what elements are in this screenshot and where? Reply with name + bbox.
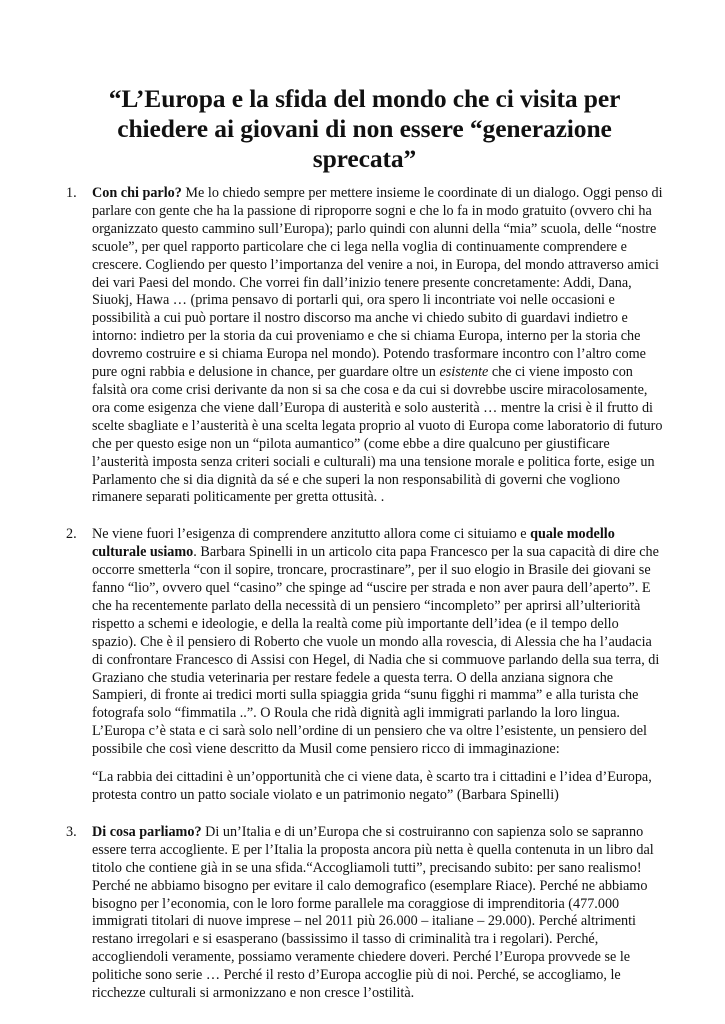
item-body xyxy=(92,824,663,1003)
item-heading: Con chi parlo? xyxy=(92,185,182,201)
item-heading: Di cosa parliamo? xyxy=(92,823,202,840)
paragraph-text: Di un’Italia e di un’Europa che si costruiranno con sapienza solo se sapranno essere terra accogliente. E per l’Italia la proposta ancora più netta è quella contenuta in un libro dal titolo che contiene già in se una sfida.“Accogliamoli tutti”, precisando subito: per sano realismo! Perché ne abbiamo bisogno per evitare il calo demografico (esemplare Riace). Perché ne abbiamo bisogno per l’economia, con le loro forme parallele ma coraggiose di imprenditoria (477.000 immigrati titolari di nuove imprese – nel 2011 più 26.000 – italiane – 29.000). Perché altrimenti restano irregolari e si esasperano (bassissimo il tasso di criminalità tra i regolari). Perché, accogliendoli veramente, possiamo veramente chiedere doveri. Perché l’Europa provvede se le politiche sono serie … Perché il resto d’Europa accoglie più di noi. Perché, se accogliamo, le ricchezze culturali si armonizzano e non cresce l’ostilità. xyxy=(92,823,654,1002)
paragraph xyxy=(92,824,663,1003)
quote-paragraph: “La rabbia dei cittadini è un’opportunità che ci viene data, è scarto tra i cittadini e l’idea d’Europa, protesta contro un patto sociale violato e un patrimonio negato” (Barbara Spinelli) xyxy=(92,769,652,803)
paragraph-text: . Barbara Spinelli in un articolo cita papa Francesco per la sua capacità di dire che occorre smetterla “con il sopire, troncare, procrastinare”, per il suo elogio in Brasile dei giovani se fanno “lio”, ovvero quel “casino” che spinge ad “uscire per strada e non aver paura dell’aperto”. E che ha recentemente parlato della necessità di un pensiero “incompleto” per aprirsi all’ulteriorità rispetto a schemi e ideologie, e della la realtà come più importante dell’idea (e il tempo dello spazio). Che è il pensiero di Roberto che vuole un mondo alla rovescia, di Alessia che ha l’audacia di confrontare Francesco di Assisi con Hegel, di Nadia che si commuove parlando della sua terra, di Graziano che studia veterinaria per restare fedele a questa terra. O della anziana signora che Sampieri, di fronte ai tredici morti sulla spiaggia grida “sunu figghi ri mamma” e alla turista che fotografa solo “fimmatila ..”. O Roula che ridà dignità agli immigrati parlando la loro lingua. L’Europa c’è stata e ci sarà solo nell’ordine di un pensiero che va oltre l’esistente, un pensiero del possibile che così viene descritto da Musil come pensiero ricco di immaginazione: xyxy=(92,544,660,758)
paragraph xyxy=(92,185,663,507)
paragraph xyxy=(92,526,663,759)
list-item-2 xyxy=(66,526,663,805)
list-item-1 xyxy=(66,185,663,507)
item-body xyxy=(92,526,663,805)
bold-phrase: quale modello culturale usiamo xyxy=(92,526,615,561)
item-number: 1. xyxy=(66,185,77,201)
paragraph-text: Me lo chiedo sempre per mettere insieme le coordinate di un dialogo. Oggi penso di parlare con gente che ha la passione di riproporre sogni e che lo fa in modo gratuito (ovvero chi ha organizzato questo cammino sull’Europa); parlo quindi con alunni della “mia” scuola, delle “nostre scuole”, per quel rapporto particolare che ci lega nella voglia di continuamente comprendere e crescere. Cogliendo per questo l’importanza del venire a noi, in Europa, del mondo attraverso amici dei vari Paesi del mondo. Che vorrei fin dall’inizio tenere presente concretamente: Addi, Dana, Siuokj, Hawa … (prima pensavo di portarli qui, ora spero li incontriate voi nelle occasioni e possibilità a cui può portare il nostro discorso ma anche vi chiedo subito di guardavi indietro e intorno: indietro per la storia da cui proveniamo e che si chiama Europa, interno per la storia che dovremo costruire e si chiama Europa nel mondo). Potendo trasformare incontro con l’altro come pure ogni rabbia e delusione in chance, per guardare oltre un xyxy=(92,185,663,381)
item-number: 2. xyxy=(66,526,77,543)
document-title: “L’Europa e la sfida del mondo che ci visita per chiedere ai giovani di non essere “generazione sprecata” xyxy=(108,84,621,173)
paragraph-text: Ne viene fuori l’esigenza di comprendere anzitutto allora come ci situiamo e xyxy=(92,526,531,543)
italic-term: esistente xyxy=(439,364,489,381)
list-item-3 xyxy=(66,824,663,1003)
item-number: 3. xyxy=(66,823,77,840)
item-body xyxy=(92,185,663,507)
paragraph-text: che ci viene imposto con falsità ora come crisi derivante da non si sa che cosa e da cui si dovrebbe uscire miracolosamente, ora come esigenza che viene dall’Europa di austerità e solo austerità … mentre la crisi è il frutto di scelte sbagliate e l’austerità è una scelta legata proprio al vuoto di Europa come laboratorio di futuro che per questo esige non un “pilota aumantico” (come ebbe a dire qualcuno per giustificare l’austerità imposta senza criteri sociali e culturali) ma una tensione morale e politica forte, esige un Parlamento che si dia dignità da sé e che superi la non responsabilità di governi che vogliono rimanere separati politicamente per gretta ottusità. . xyxy=(92,364,663,506)
